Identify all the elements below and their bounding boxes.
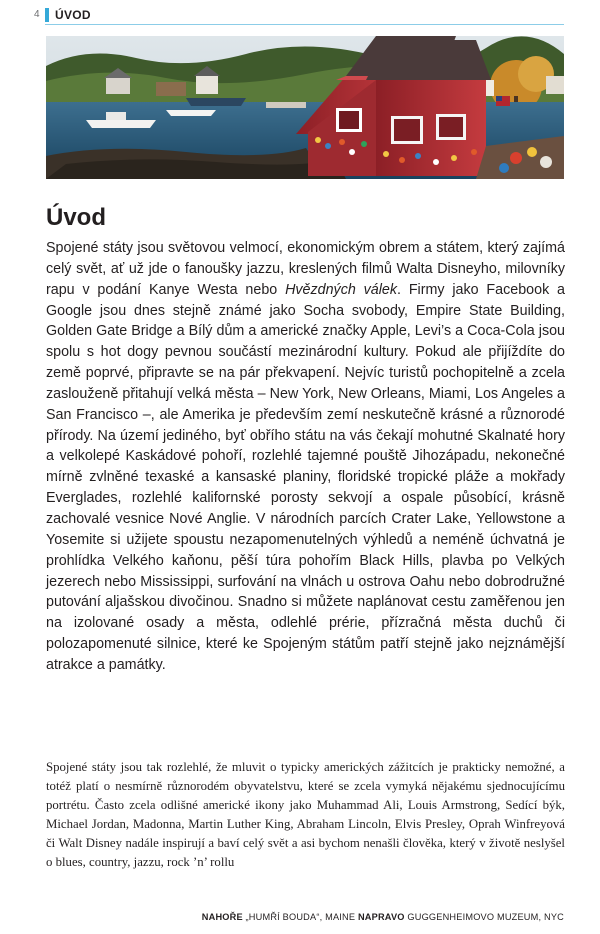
body-paragraph: Spojené státy jsou tak rozlehlé, že mluvit o typicky amerických zážitcích je prakticky nemožné, a totéž platí o nesmírně různorodém obyvatelstvu, které se zcela vymyká nějakému sjednocujícímu portrétu. Často zcela odlišné americké ikony jako Muhammad Ali, Louis Armstrong, Sedící býk, Michael Jordan, Madonna, Martin Luther King, Abraham Lincoln, Elvis Presley, Oprah Winfreyová či Walt Disney nadále inspirují a baví celý svět a asi bychom nenašli člověka, který v životě neslyšel o blues, country, jazzu, rock ’n’ rollu: [46, 760, 565, 869]
intro-paragraph: [46, 238, 565, 676]
running-head-title: ÚVOD: [55, 8, 91, 22]
caption-label-top: NAHOŘE: [201, 912, 243, 922]
header-accent-bar: [45, 8, 49, 22]
harbor-photo: [46, 36, 564, 179]
photo-caption: [202, 912, 564, 922]
intro-text-part-2: . Firmy jako Facebook a Google jsou dnes stejně známé jako Socha svobody, Empire State Building, Golden Gate Bridge a Bílý dům a americké značky Apple, Levi’s a Coca-Cola jsou spolu s hot dogy pevnou součástí mezinárodní kultury. Pokud ale přijíždíte do země poprvé, připravte se na pár překvapení. Nejvíc turistů pochopitelně a zcela zaslouženě přitahují velká města – New York, New Orleans, Miami, Los Angeles a San Francisco –, ale Amerika je především zemí neskutečně krásné a různorodé přírody. Na území jediného, byť obřího státu na vás čekají mohutné Skalnaté hory a velkolepé Kaskádové pohoří, rozlehlé tajemné pouště Jihozápadu, nekonečné mírně zvlněné texaské a kansaské planiny, floridské tropické pláže a mokřady Everglades, rozlehlé kalifornské porosty sekvojí a ospale působící, krásně zachovalé vesnice Nové Anglie. V národních parcích Crater Lake, Yellowstone a Yosemite si užijete spoustu nezapomenutelných výhledů a neméně úchvatná je prohlídka Velkého kaňonu, pěší túra pohořím Black Hills, plavba po Velkých jezerech nebo Mississippi, surfování na vlnách u ostrova Oahu nebo dobrodružné putování aljašskou divočinou. Snadno si můžete naplánovat cestu zaměřenou jen na izolované osady a města, odlehlé prérie, přízračná města duchů či polozapomenuté silnice, které ke Spojeným státům patří stejně jako nejznámější atrakce a památky.: [46, 281, 565, 673]
caption-text-right: GUGGENHEIMOVO MUZEUM, NYC: [404, 912, 564, 922]
caption-label-right: NAPRAVO: [357, 912, 405, 922]
caption-text-top: „HUMŘÍ BOUDA“, MAINE: [242, 912, 358, 922]
page-number: 4: [34, 9, 40, 20]
intro-text-part-1: Spojené státy jsou světovou velmocí, ekonomickým obrem a státem, který zajímá celý svět, ať už jde o fanoušky jazzu, kreslených filmů Walta Disneyho, milovníky rapu v podání Kanye Westa nebo: [46, 240, 565, 298]
intro-italic-title: Hvězdných válek: [285, 281, 398, 298]
running-header: [28, 6, 564, 26]
section-heading: Úvod: [46, 204, 106, 231]
header-rule: [45, 24, 564, 25]
